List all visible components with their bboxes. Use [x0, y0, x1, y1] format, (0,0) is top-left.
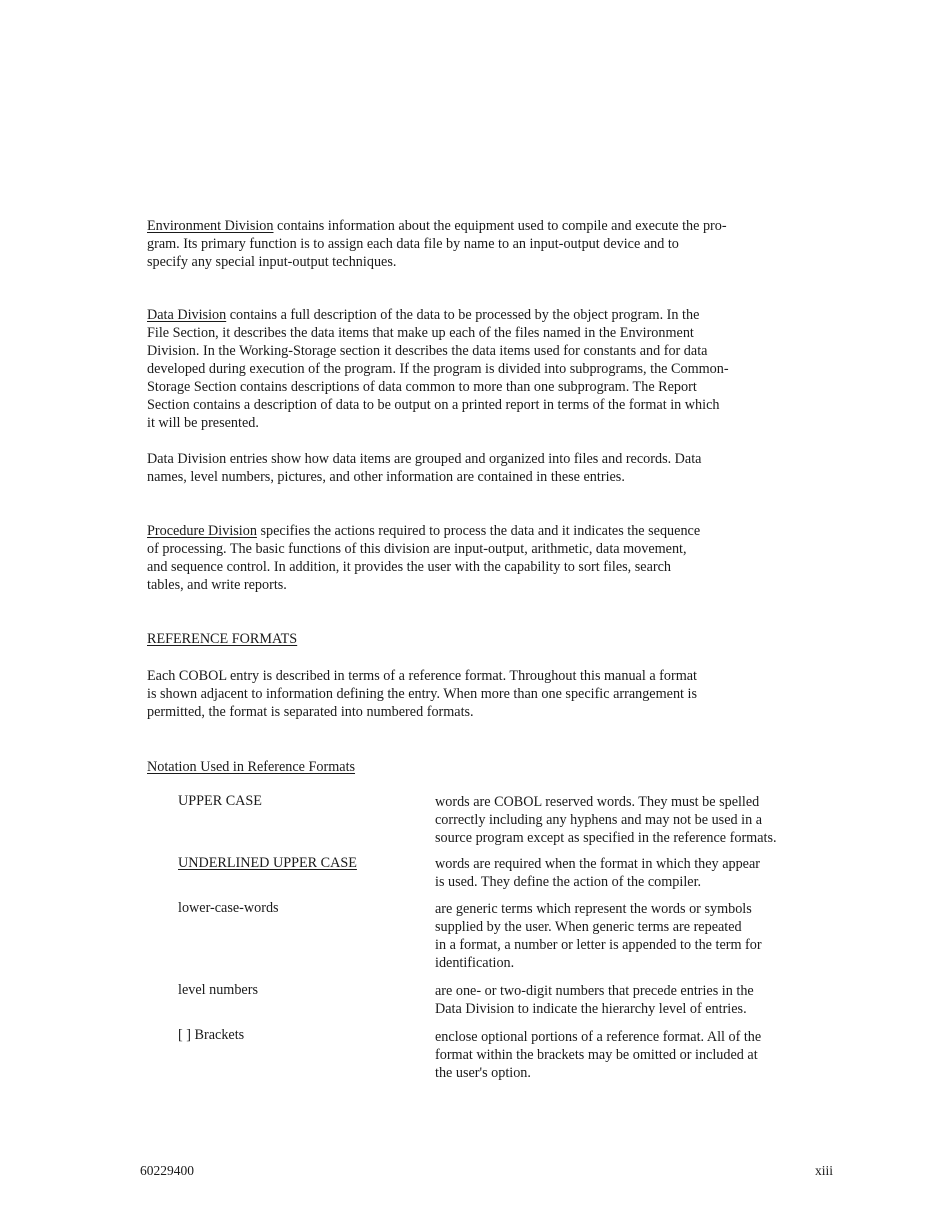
- notation-term-lower-case-words: lower-case-words: [178, 900, 279, 916]
- reference-formats-heading: REFERENCE FORMATS: [147, 631, 298, 647]
- notation-term-upper-case: UPPER CASE: [178, 793, 262, 809]
- procedure-division-text: specifies the actions required to process the data and it indicates the sequence of processing. The basic functions of this division are input-output, arithmetic, data movement, and sequence control. In addition, it provides the user with the capability to sort files, search tables, and write reports.: [147, 523, 701, 593]
- environment-division-text: contains information about the equipment used to compile and execute the pro- gram. Its primary function is to assign each data file by name to an input-output device and to specify any special input-output techniques.: [147, 218, 727, 270]
- notation-term-brackets: [ ] Brackets: [178, 1027, 245, 1043]
- data-division-term: Data Division: [147, 307, 227, 323]
- notation-heading: Notation Used in Reference Formats: [147, 759, 356, 775]
- data-division-paragraph: [147, 306, 872, 432]
- environment-division-term: Environment Division: [147, 218, 274, 234]
- notation-definition-underlined-upper-case: words are required when the format in which they appear is used. They define the action of the compiler.: [435, 856, 761, 890]
- notation-term-level-numbers: level numbers: [178, 982, 258, 998]
- notation-definition-level-numbers: are one- or two-digit numbers that precede entries in the Data Division to indicate the hierarchy level of entries.: [435, 983, 754, 1017]
- notation-term-underlined-upper-case: UNDERLINED UPPER CASE: [178, 855, 357, 871]
- data-division-text: contains a full description of the data to be processed by the object program. In the File Section, it describes the data items that make up each of the files named in the Environment Division. In the Working-Storage section it describes the data items used for constants and for data developed during execution of the program. If the program is divided into subprograms, the Common- Storage Section contains descriptions of data common to more than one subprogram. The Report Section contains a description of data to be output on a printed report in terms of the format in which it will be presented.: [147, 307, 729, 431]
- procedure-division-term: Procedure Division: [147, 523, 257, 539]
- document-number: 60229400: [140, 1163, 194, 1178]
- notation-definition-upper-case: words are COBOL reserved words. They must be spelled correctly including any hyphens and may not be used in a source program except as specified in the reference formats.: [435, 794, 777, 846]
- page-number: xiii: [815, 1163, 834, 1178]
- notation-definition-brackets: enclose optional portions of a reference format. All of the format within the brackets may be omitted or included at the user's option.: [435, 1029, 762, 1081]
- procedure-division-paragraph: [147, 522, 872, 594]
- reference-formats-paragraph: Each COBOL entry is described in terms of a reference format. Throughout this manual a format is shown adjacent to information defining the entry. When more than one specific arrangement is permitted, the format is separated into numbered formats.: [147, 668, 697, 720]
- data-division-entries-paragraph: Data Division entries show how data items are grouped and organized into files and records. Data names, level numbers, pictures, and other information are contained in these entries.: [147, 451, 702, 485]
- notation-definition-lower-case-words: are generic terms which represent the words or symbols supplied by the user. When generic terms are repeated in a format, a number or letter is appended to the term for identification.: [435, 901, 762, 971]
- environment-division-paragraph: [147, 217, 872, 271]
